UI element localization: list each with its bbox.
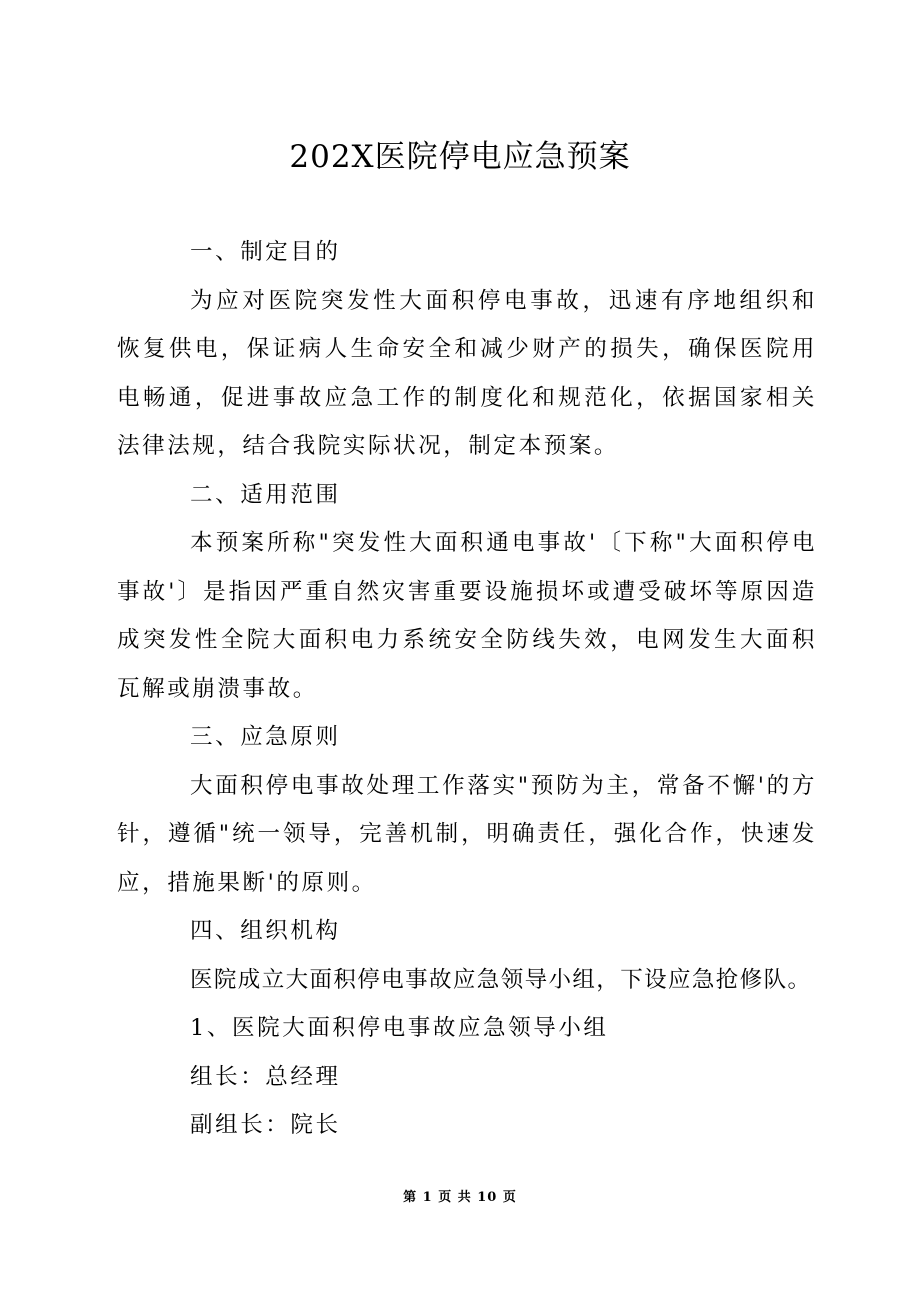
section-heading-organization: 四、组织机构 xyxy=(190,918,341,944)
section-heading-scope: 二、适用范围 xyxy=(190,481,341,508)
leader-line: 组长：总经理 xyxy=(190,1063,341,1090)
footer-page-number: 1 xyxy=(422,1190,433,1205)
paragraph-principles: 大面积停电事故处理工作落实"预防为主，常备不懈'的方针，遵循"统一领导，完善机制，明确责任，强化合作，快速发应，措施果断'的原则。 xyxy=(117,772,817,896)
document-body xyxy=(117,228,817,1150)
paragraph-organization: 医院成立大面积停电事故应急领导小组，下设应急抢修队。 xyxy=(190,966,812,993)
subsection-heading-leadership: 1、医院大面积停电事故应急领导小组 xyxy=(190,1015,609,1041)
section-heading-purpose: 一、制定目的 xyxy=(190,239,341,265)
footer-total-pages: 10 xyxy=(477,1190,498,1205)
paragraph-purpose: 为应对医院突发性大面积停电事故，迅速有序地组织和恢复供电，保证病人生命安全和减少财产的损失，确保医院用电畅通，促进事故应急工作的制度化和规范化，依据国家相关法律法规，结合我院实际状况，制定本预案。 xyxy=(117,287,817,459)
deputy-leader-line: 副组长：院长 xyxy=(190,1112,341,1138)
page-footer xyxy=(0,1188,920,1208)
paragraph-scope: 本预案所称"突发性大面积通电事故'〔下称"大面积停电事故'〕是指因严重自然灾害重要设施损坏或遭受破坏等原因造成突发性全院大面积电力系统安全防线失效，电网发生大面积瓦解或崩溃事故。 xyxy=(117,530,817,702)
footer-prefix: 第 xyxy=(403,1190,418,1205)
document-title: 202X医院停电应急预案 xyxy=(289,139,631,175)
footer-suffix: 页 xyxy=(502,1190,517,1205)
section-heading-principles: 三、应急原则 xyxy=(190,724,341,750)
footer-middle: 页 共 xyxy=(438,1190,472,1205)
